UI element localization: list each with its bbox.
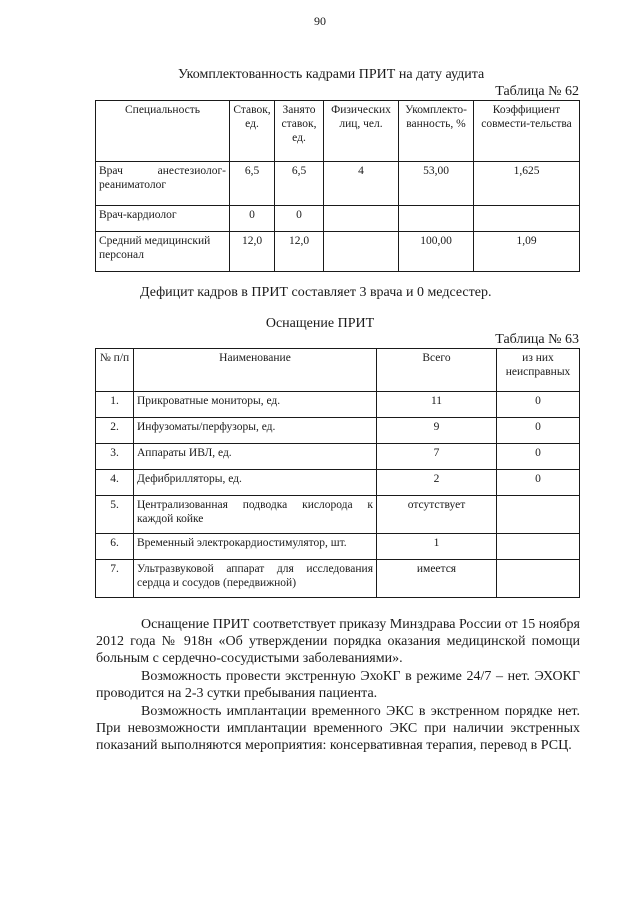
table-row <box>96 534 580 560</box>
table-cell: 1,09 <box>474 232 580 272</box>
table-cell: 12,0 <box>275 232 324 272</box>
header-cell: Ставок, ед. <box>230 101 275 162</box>
table-cell: Аппараты ИВЛ, ед. <box>134 444 377 470</box>
table-cell: 0 <box>497 444 580 470</box>
table-cell: 1 <box>377 534 497 560</box>
table-cell: 3. <box>96 444 134 470</box>
table-row <box>96 206 580 232</box>
table-cell <box>497 534 580 560</box>
table-cell <box>497 560 580 598</box>
table-cell: 6,5 <box>275 162 324 206</box>
table62-label: Таблица № 62 <box>495 84 579 99</box>
table-row <box>96 444 580 470</box>
table-cell: 2. <box>96 418 134 444</box>
table-cell: имеется <box>377 560 497 598</box>
table-cell: 1,625 <box>474 162 580 206</box>
table-cell: 100,00 <box>399 232 474 272</box>
table-cell: 0 <box>497 470 580 496</box>
table-cell <box>324 232 399 272</box>
table-row <box>96 560 580 598</box>
table-cell: отсутствует <box>377 496 497 534</box>
table-cell: Прикроватные мониторы, ед. <box>134 392 377 418</box>
table-cell: 0 <box>497 392 580 418</box>
table-cell: 0 <box>275 206 324 232</box>
table-cell: Средний медицинский персонал <box>96 232 230 272</box>
table-row <box>96 418 580 444</box>
table-row <box>96 470 580 496</box>
body-paragraph: Оснащение ПРИТ соответствует приказу Минздрава России от 15 ноября 2012 года № 918н «Об утверждении порядка оказания медицинской помощи больным с сердечно-сосудистыми заболеваниями». <box>96 617 580 666</box>
table-row <box>96 232 580 272</box>
table-cell <box>497 496 580 534</box>
body-paragraph: Возможность провести экстренную ЭхоКГ в режиме 24/7 – нет. ЭХОКГ проводится на 2-3 сутки пребывания пациента. <box>96 669 580 701</box>
header-cell: Коэффициент совмести-тельства <box>474 101 580 162</box>
table-cell: Врач анестезиолог-реаниматолог <box>96 162 230 206</box>
table-cell: 7 <box>377 444 497 470</box>
table-cell: 12,0 <box>230 232 275 272</box>
table-cell: 6. <box>96 534 134 560</box>
header-cell: Занято ставок, ед. <box>275 101 324 162</box>
table-cell: Централизованная подводка кислорода к каждой койке <box>134 496 377 534</box>
table-cell: 4. <box>96 470 134 496</box>
table-cell: 5. <box>96 496 134 534</box>
equipment-table <box>95 348 580 598</box>
header-cell: Специальность <box>96 101 230 162</box>
table-header-row <box>96 101 580 162</box>
deficit-text: Дефицит кадров в ПРИТ составляет 3 врача и 0 медсестер. <box>140 285 492 300</box>
table-cell: 0 <box>497 418 580 444</box>
table63-label: Таблица № 63 <box>495 332 579 347</box>
table-cell: 0 <box>230 206 275 232</box>
table-cell <box>399 206 474 232</box>
table-cell: 6,5 <box>230 162 275 206</box>
header-cell: Физических лиц, чел. <box>324 101 399 162</box>
table-header-row <box>96 349 580 392</box>
table-cell: Врач-кардиолог <box>96 206 230 232</box>
table-cell <box>324 206 399 232</box>
table-cell: 53,00 <box>399 162 474 206</box>
table-cell: 7. <box>96 560 134 598</box>
table63-caption: Оснащение ПРИТ <box>265 316 375 331</box>
table-cell <box>474 206 580 232</box>
table-cell: 2 <box>377 470 497 496</box>
table-row <box>96 496 580 534</box>
table-row <box>96 162 580 206</box>
header-cell: Наименование <box>134 349 377 392</box>
page-number: 90 <box>314 14 326 28</box>
table-cell: 4 <box>324 162 399 206</box>
body-paragraph: Возможность имплантации временного ЭКС в экстренном порядке нет. При невозможности имплантации временного ЭКС при наличии экстренных показаний выполняются мероприятия: консервативная терапия, перевод в РСЦ. <box>96 704 580 753</box>
header-cell: Укомплекто-ванность, % <box>399 101 474 162</box>
table-cell: 9 <box>377 418 497 444</box>
table-cell: 11 <box>377 392 497 418</box>
header-cell: № п/п <box>96 349 134 392</box>
table-cell: Временный электрокардиостимулятор, шт. <box>134 534 377 560</box>
table-row <box>96 392 580 418</box>
table-cell: Ультразвуковой аппарат для исследования сердца и сосудов (передвижной) <box>134 560 377 598</box>
table-cell: Инфузоматы/перфузоры, ед. <box>134 418 377 444</box>
table62-caption: Укомплектованность кадрами ПРИТ на дату аудита <box>178 67 485 82</box>
header-cell: Всего <box>377 349 497 392</box>
table-cell: 1. <box>96 392 134 418</box>
staffing-table <box>95 100 580 272</box>
table-cell: Дефибрилляторы, ед. <box>134 470 377 496</box>
header-cell: из них неисправных <box>497 349 580 392</box>
